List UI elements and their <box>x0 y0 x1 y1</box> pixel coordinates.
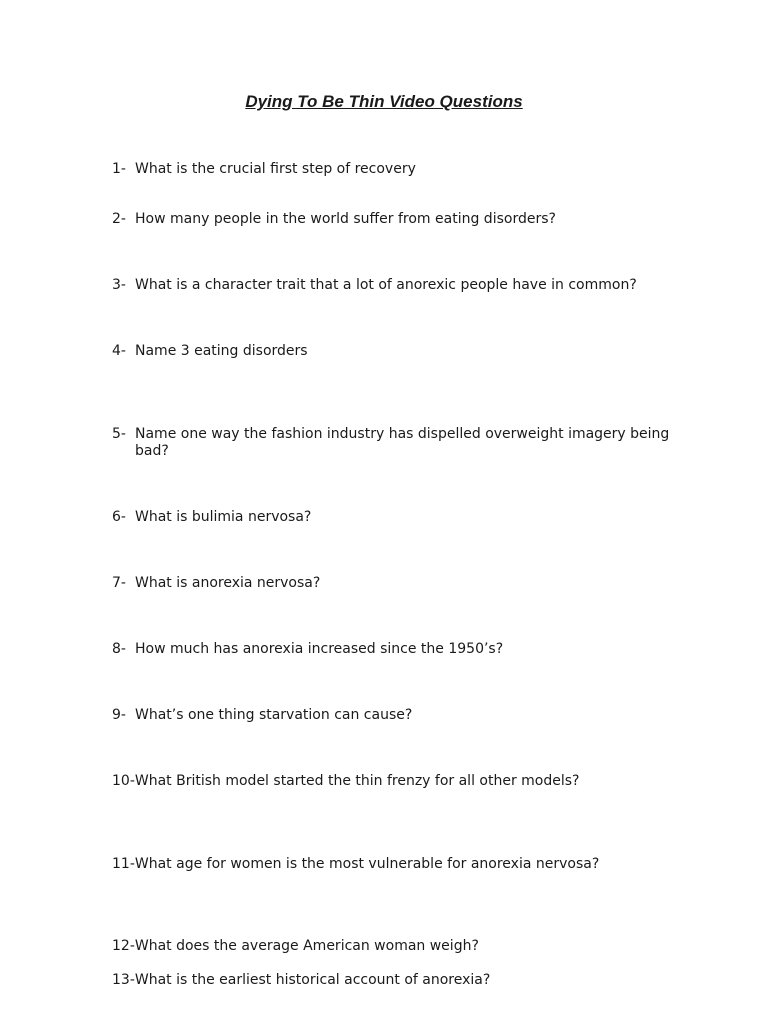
question-text: Name 3 eating disorders <box>135 343 308 359</box>
question-number: 12- <box>112 938 135 954</box>
question-text: What is the crucial first step of recovery <box>135 161 416 177</box>
question-text: What does the average American woman weigh? <box>134 938 479 954</box>
question-number: 1- <box>112 161 126 177</box>
question-item <box>112 575 672 592</box>
question-item <box>112 343 672 360</box>
question-text: What is anorexia nervosa? <box>135 575 321 591</box>
question-text: What is the earliest historical account of anorexia? <box>134 972 491 988</box>
question-text: What British model started the thin frenzy for all other models? <box>134 773 580 789</box>
question-number: 4- <box>112 343 126 359</box>
question-item <box>112 938 672 955</box>
question-item <box>112 211 672 228</box>
question-item <box>112 161 672 178</box>
question-item <box>112 277 672 294</box>
question-item <box>112 426 672 460</box>
question-item <box>112 641 672 658</box>
question-number: 11- <box>112 856 135 872</box>
question-number: 2- <box>112 211 126 227</box>
question-number: 13- <box>112 972 135 988</box>
question-item <box>112 856 672 873</box>
question-item <box>112 972 672 989</box>
question-number: 6- <box>112 509 126 525</box>
question-text: What is a character trait that a lot of anorexic people have in common? <box>135 277 637 293</box>
question-text: How many people in the world suffer from eating disorders? <box>135 211 556 227</box>
question-text: How much has anorexia increased since the 1950’s? <box>135 641 504 657</box>
question-number: 9- <box>112 707 126 723</box>
question-item <box>112 773 672 790</box>
question-number: 10- <box>112 773 135 789</box>
question-item <box>112 509 672 526</box>
page-title: Dying To Be Thin Video Questions <box>245 92 523 111</box>
question-number: 7- <box>112 575 126 591</box>
question-text: Name one way the fashion industry has dispelled overweight imagery being bad? <box>135 426 670 459</box>
question-text: What age for women is the most vulnerable for anorexia nervosa? <box>134 856 600 872</box>
question-number: 5- <box>112 426 126 442</box>
question-item <box>112 707 672 724</box>
question-number: 3- <box>112 277 126 293</box>
question-number: 8- <box>112 641 126 657</box>
question-text: What is bulimia nervosa? <box>135 509 312 525</box>
question-text: What’s one thing starvation can cause? <box>135 707 413 723</box>
